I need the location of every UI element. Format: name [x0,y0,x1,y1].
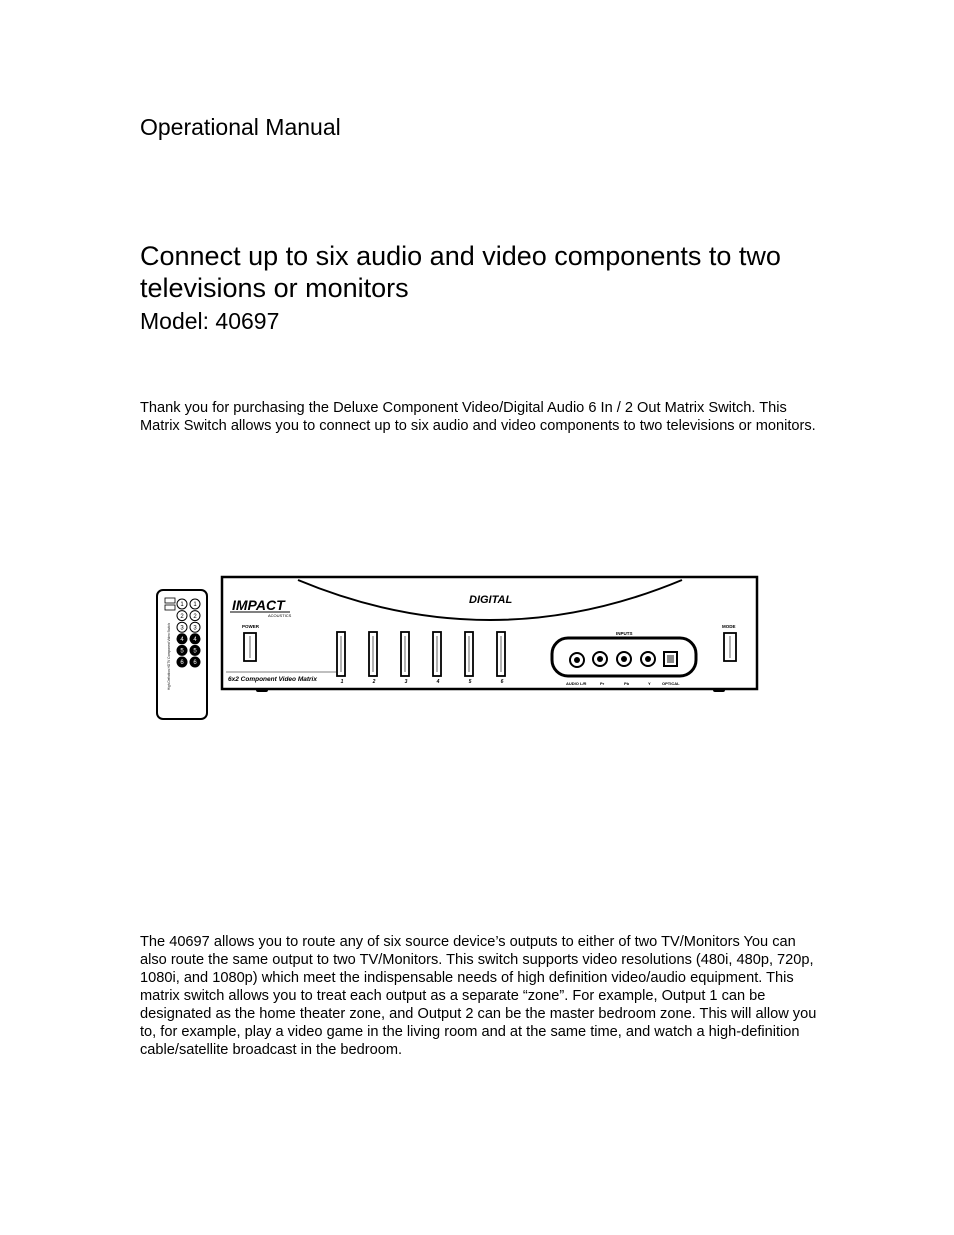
port-label: OPTICAL [662,681,680,686]
product-label: 6x2 Component Video Matrix [228,676,317,683]
device-illustration [150,570,770,730]
input-button-label: 4 [436,679,440,685]
port-label: Pr [600,681,605,686]
headline: Connect up to six audio and video components to two televisions or monitors [140,241,781,303]
remote-key-label: 4 [193,637,197,643]
remote-key-label: 2 [180,613,184,620]
intro-paragraph: Thank you for purchasing the Deluxe Component Video/Digital Audio 6 In / 2 Out Matrix Switch. This Matrix Switch allows you to connect up to six audio and video components to two televisions or monitors. [140,400,816,434]
remote-key-label: 5 [193,648,197,655]
port-label: Y [648,681,651,686]
input-button-label: 1 [340,679,344,685]
remote-key-label: 1 [180,602,184,609]
brand-logo: IMPACT [232,597,285,613]
input-button-label: 6 [500,679,504,685]
remote-label: High Definition HDTV Component Video Switch [167,623,171,690]
remote-key-label: 3 [180,625,184,632]
remote-key-label: 2 [193,613,197,620]
brand-sub-logo: ACOUSTICS [268,613,292,618]
power-label: POWER [242,624,260,629]
port-label: AUDIO L/R [566,681,587,686]
remote-key-label: 4 [180,637,184,643]
body-paragraph: The 40697 allows you to route any of six source device’s outputs to either of two TV/Monitors You can also route the same output to two TV/Monitors. This switch supports video resolutions (480i, 480p, 720p, 1080i, and 1080p) which meet the indispensable needs of high definition video/audio equipment. This matrix switch allows you to treat each output as a separate “zone”. For example, Output 1 can be designated as the home theater zone, and Output 2 can be the master bedroom zone. This will allow you to, for example, play a video game in the living room and at the same time, and watch a high-definition cable/satellite broadcast in the bedroom. [140,934,817,1058]
input-button-label: 3 [404,679,408,685]
remote-key-label: 3 [193,625,197,632]
input-button-label: 2 [372,679,376,685]
document-title: Operational Manual [140,114,341,140]
remote-key-label: 1 [193,602,197,609]
port-label: Pb [624,681,630,686]
remote-key-label: 6 [193,660,197,667]
remote-key-label: 5 [180,648,184,655]
model-number: Model: 40697 [140,308,280,334]
remote-key-label: 6 [180,660,184,667]
digital-label: DIGITAL [469,594,513,606]
input-button-label: 5 [468,679,472,685]
inputs-label: INPUTS [616,631,633,636]
mode-label: MODE [722,624,736,629]
remote-control [157,590,207,719]
matrix-switch-chassis [222,577,757,692]
